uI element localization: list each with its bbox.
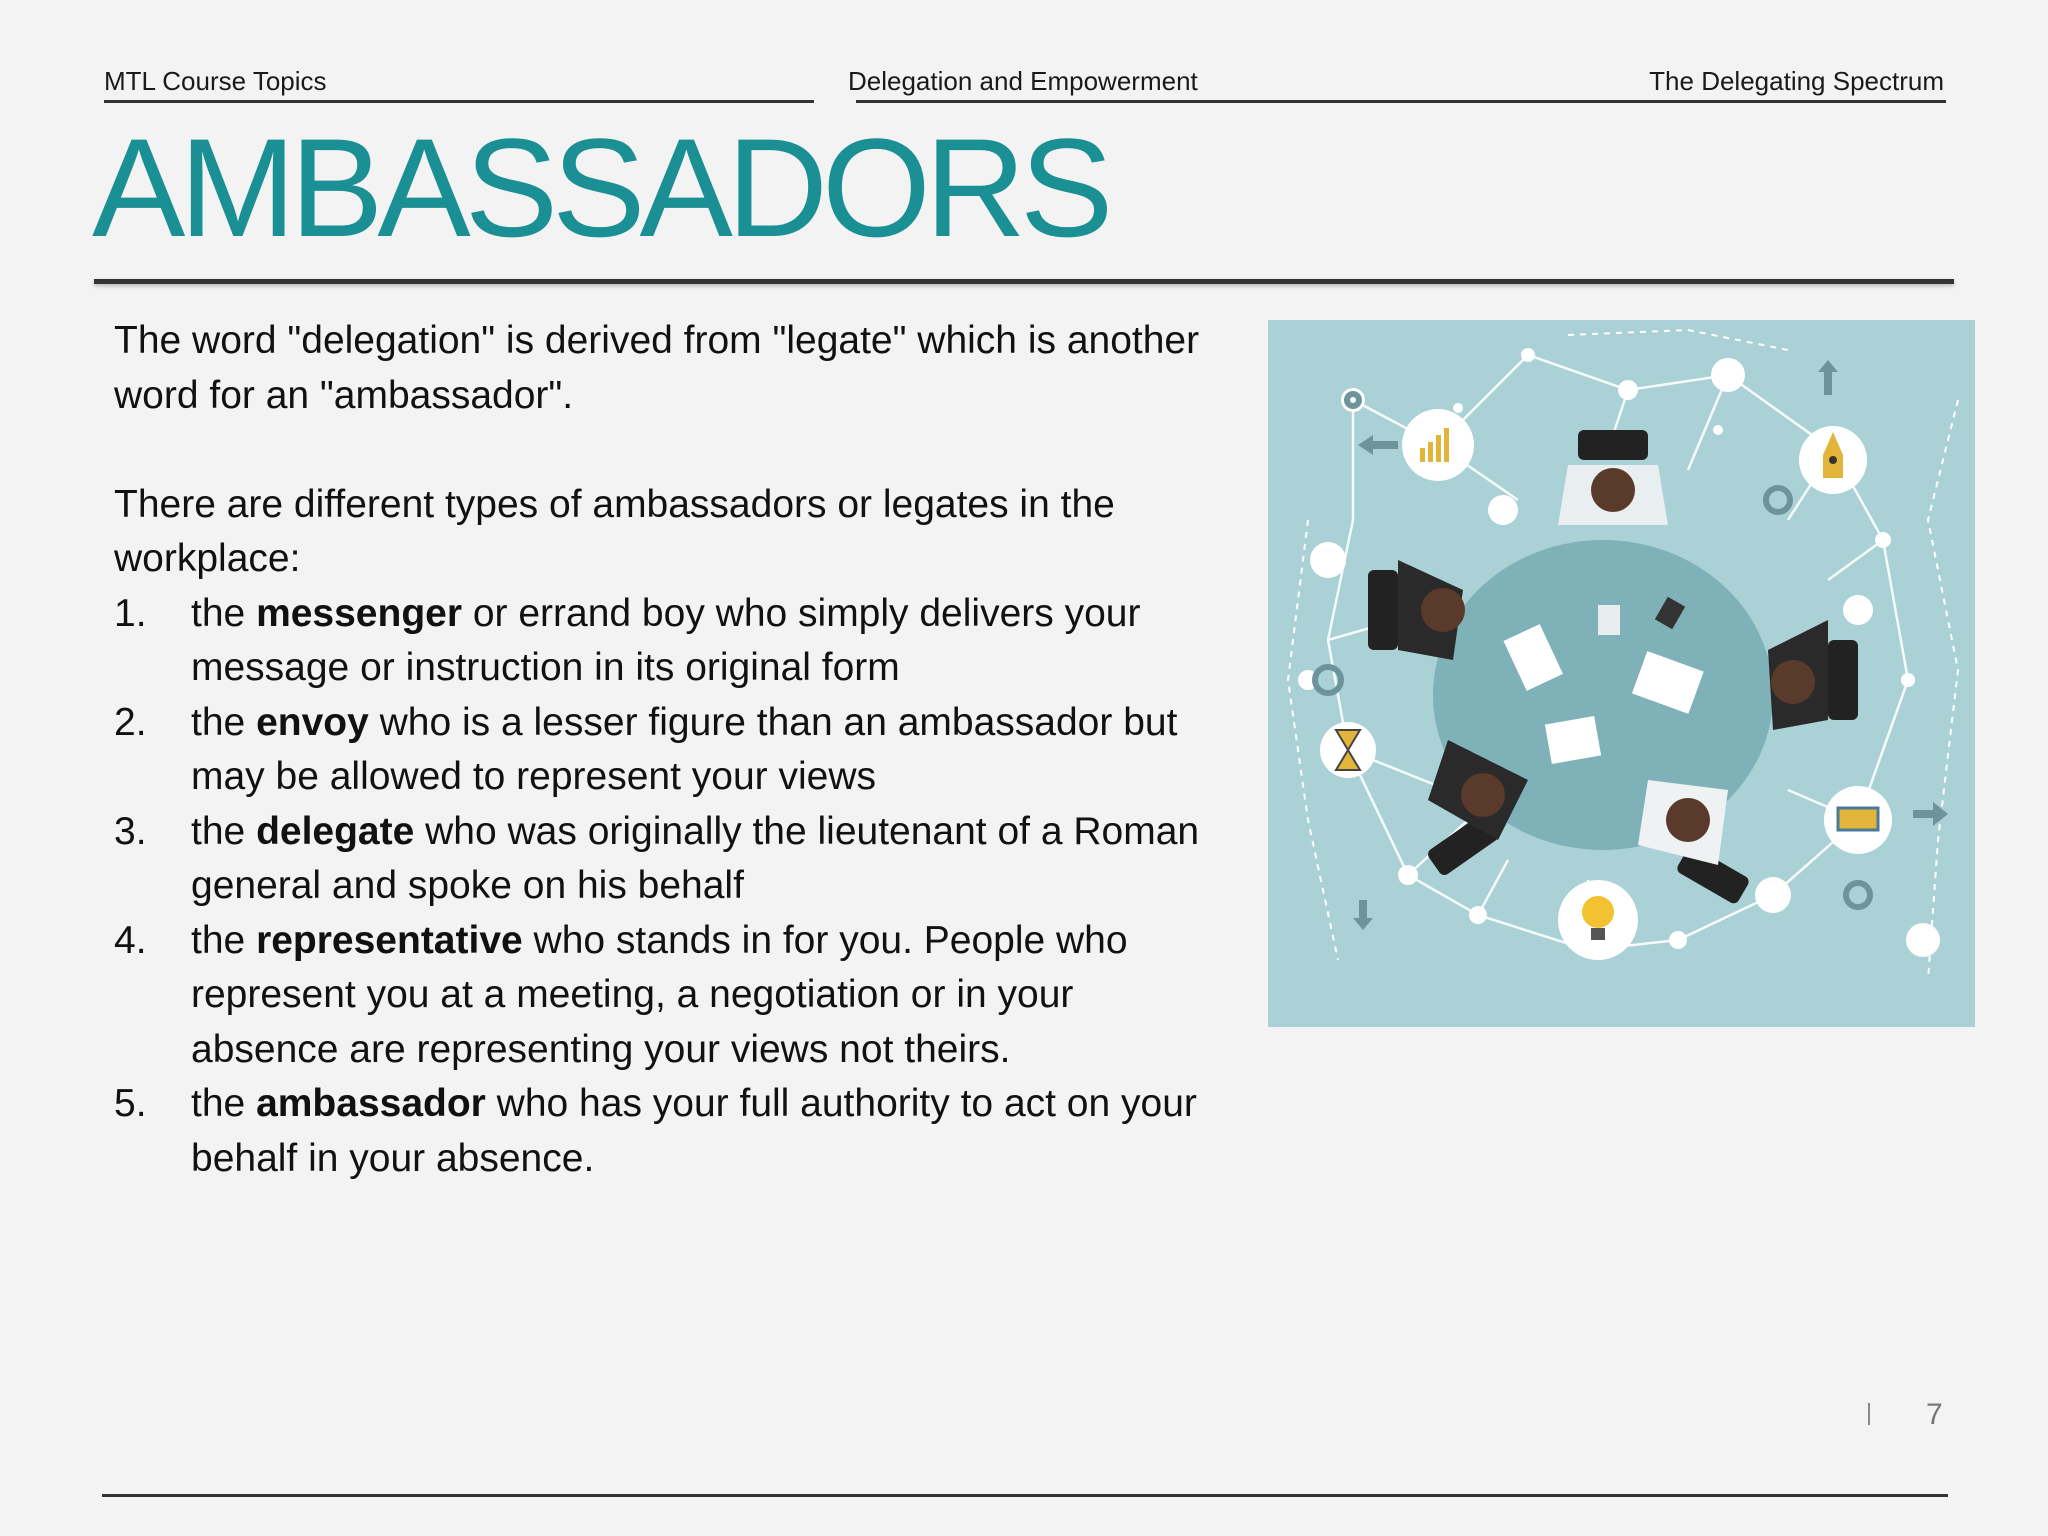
intro-paragraph: The word "delegation" is derived from "legate" which is another word for an "ambassador". (114, 319, 1200, 417)
page-number: 7 (1926, 1398, 1943, 1431)
header-subtopic: The Delegating Spectrum (1649, 66, 1944, 96)
list-item: 2. the envoy who is a lesser figure than an ambassador but may be allowed to represent your views (114, 700, 1178, 798)
page-number-separator (1868, 1403, 1870, 1425)
lead-paragraph: There are different types of ambassadors or legates in the workplace: (114, 482, 1115, 580)
list-item: 4. the representative who stands in for you. People who represent you at a meeting, a negotiation or in your absence are representing your views not theirs. (114, 918, 1128, 1071)
list-item: 3. the delegate who was originally the lieutenant of a Roman general and spoke on his behalf (114, 809, 1200, 907)
list-item: 5. the ambassador who has your full authority to act on your behalf in your absence. (114, 1082, 1197, 1180)
header-course-topics: MTL Course Topics (104, 66, 327, 96)
header-section-title: Delegation and Empowerment (848, 66, 1198, 96)
slide-title: AMBASSADORS (92, 109, 1108, 266)
ambassador-types-list (114, 587, 1214, 1187)
meeting-illustration (1268, 320, 1975, 1027)
header-rule-left (104, 100, 814, 103)
title-divider (94, 279, 1954, 284)
list-item: 1. the messenger or errand boy who simply delivers your message or instruction in its original form (114, 591, 1141, 689)
slide-body (114, 314, 1214, 1186)
money-icon (1838, 808, 1878, 830)
header-rule-right (856, 100, 1946, 103)
footer-rule (102, 1494, 1948, 1497)
